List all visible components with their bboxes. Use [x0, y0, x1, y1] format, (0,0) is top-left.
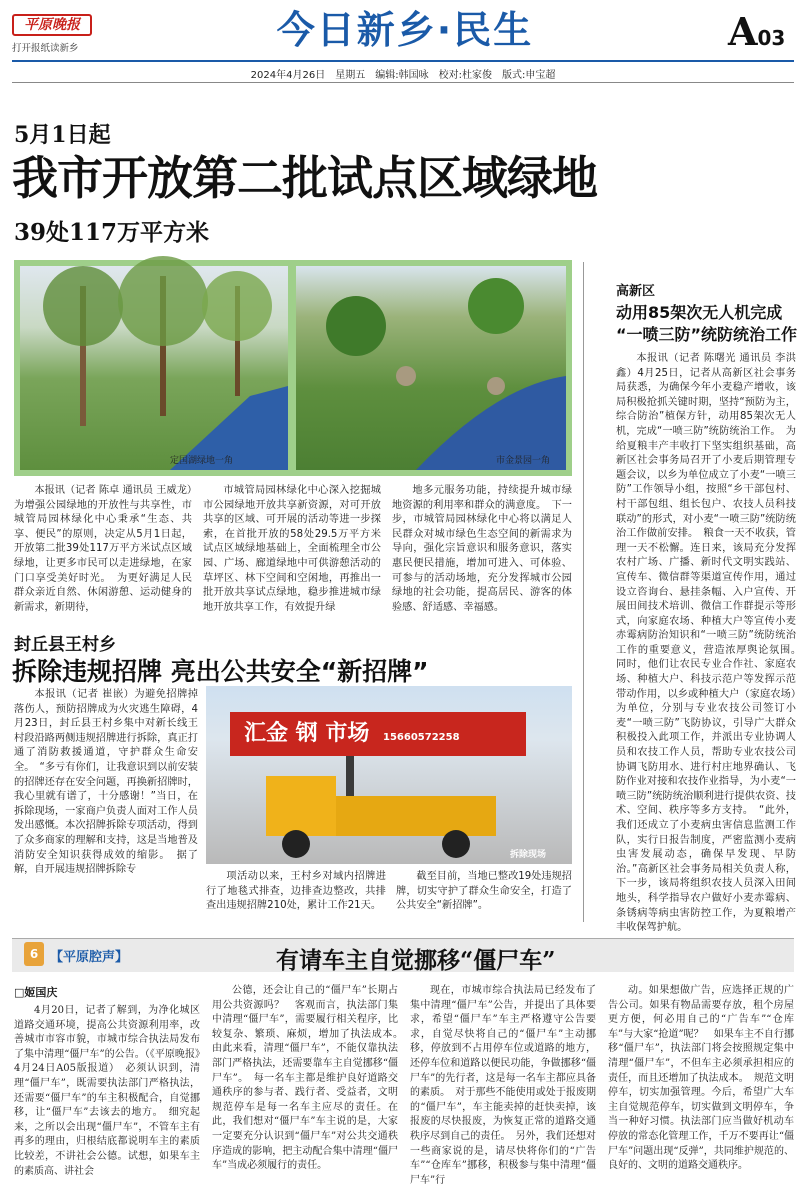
- photo1-caption: 定国湖绿地一角: [170, 456, 234, 466]
- article4-col3: 现在，市城市综合执法局已经发布了集中清理“僵尸车”公告，并提出了具体要求，希望“僵尸车”车主严格遵守公告要求，自觉尽快将自己的“僵尸车”主动挪移，停放到不占用停车位或道路的地方，还停车位和道路以便民功能，争做挪移“僵尸车”的先行者，这是每一名车主都应具备的素质。 对于那些不能使用或处于报废期的“僵尸车”，车主能卖掉的赶快卖掉，该报废的尽快报废，为恢复正常的道路交通秩序尽到自己的责任。 另外，我们还想对一些商家说的是，请尽快将你们的“广告车”“仓库车”挪移，积极参与集中清理“僵尸车”行: [410, 985, 596, 1186]
- page-letter: A: [728, 9, 758, 54]
- article4-col2: 公德，还会让自己的“僵尸车”长期占用公共资源吗？ 客观而言，执法部门集中清理“僵尸车”，需要履行相关程序，比较复杂、繁琐、麻烦，增加了执法成本。 由此来看，清理“僵尸车”，不能仅靠执法部门严格执法，还需要靠车主自觉挪移“僵尸车”。 每一名车主都是维护良好道路交通秩序的参与者、践行者、受益者，文明规范停车是每一名车主应尽的责任。在此，我们想对“僵尸车”车主说的是，大家一定要充分认识到“僵尸车”对公共交通秩序造成的影响，把主动配合集中清理“僵尸车”当成必须履行的责任。: [212, 985, 408, 1172]
- park-scene-2: [296, 266, 566, 470]
- article1-headline: 我市开放第二批试点区域绿地: [12, 151, 597, 205]
- article1-col2: 市城管局园林绿化中心深入挖掘城市公园绿地开放共享新资源，对可开放共享的区域、可开展的活动等进一步探索，在首批开放的58处29.5万平方米试点区域绿地基础上，全面梳理全市公园、广场、廊道绿地中可供游憩活动的草坪区、林下空间和空闲地，再推出一批开放共享试点绿地，稳步推进城市绿地开放共享工作，有效提升绿: [203, 485, 381, 613]
- article4-byline: □姬国庆: [14, 986, 58, 999]
- article2-region: 高新区: [616, 284, 656, 299]
- article3-col2: 项活动以来，王村乡对域内招牌进行了地毯式排查，边排查边整改，共排查出违规招牌210处，累计工作21天。: [206, 871, 386, 912]
- paper-slogan: 打开报纸读新乡: [12, 43, 79, 54]
- article2-headline-1: 动用85架次无人机完成: [616, 303, 783, 322]
- photo-sign-removal: [206, 686, 572, 864]
- article3-col1: 本报讯（记者 崔嵌）为避免招牌掉落伤人，预防招牌成为火灾逃生障碍，4月23日，封丘县王村乡集中对新长线王村段沿路两侧违规招牌进行拆除，真正打通了消防救援通道，守护群众生命安全。 “多亏有你们，让我意识到以前安装的招牌还存在安全问题，再换新招牌时，我心里就有谱了，十分感谢！”当日，在拆除现场，一家商户负责人面对工作人员发出感慨。本次招牌拆除专项活动，得到了众多商家的理解和支持，这是当地普及消防安全知识获得成效的缩影。 据了解，自开展违规招牌拆除专: [14, 689, 198, 876]
- photo2-caption: 市金景园一角: [496, 456, 551, 466]
- article1-subhead: 39处117万平方米: [14, 219, 210, 246]
- photo-shijinjingyuan: [296, 266, 566, 470]
- page-num: 03: [757, 26, 786, 50]
- article4-col1: 4月20日，记者了解到，为净化城区道路交通环境，提高公共资源利用率，改善城市市容市貌，市城市综合执法局发布了集中清理“僵尸车”的公告。（《平原晚报》4月24日A05版报道） 必须认识到，清理“僵尸车”，既需要执法部门严格执法，还需要“僵尸车”的车主积极配合，自觉挪移，让“僵尸车”去该去的地方。 细究起来，之所以会出现“僵尸车”，不管车主有再多的理由，归根结底都说明车主的素质比较差，不讲社会公德。试想，如果车主的素质高、讲社会: [14, 1005, 200, 1177]
- masthead-rule-bottom: [12, 82, 794, 83]
- article4-headline: 有请车主自觉挪移“僵尸车”: [276, 947, 556, 974]
- article3-kicker: 封丘县王村乡: [14, 635, 116, 655]
- paper-logo: 平原晚报: [12, 14, 92, 36]
- article2-headline-2: “一喷三防”统防统治工作: [616, 325, 798, 344]
- section-title: 今日新乡·民生: [276, 8, 534, 52]
- article3-headline: 拆除违规招牌 亮出公共安全“新招牌”: [12, 657, 429, 686]
- article1-col1: 本报讯（记者 陈卓 通讯员 王威龙）为增强公园绿地的开放性与共享性，市城管局园林绿化中心秉承“生态、共享、便民”的原则，决定从5月1日起，开放第二批39处117万平方米试点区域绿地，让更多市民可以走进绿地，在家门口享受美好时光。 为更好满足人民群众亲近自然、休闲游憩、运动健身的新需求，新期待，: [14, 485, 192, 613]
- photo3-caption: 拆除现场: [510, 850, 547, 860]
- article4-col4: 动。如果想做广告，应选择正规的广告公司。如果有物品需要存放，租个房屋更方便，何必用自己的“广告车”“仓库车”与大家“抢道”呢？ 如果车主不自行挪移“僵尸车”，执法部门将会按照规定集中清理“僵尸车”，不但车主必须承担相应的责任，而且还增加了执法成本。 规范文明停车，切实加强管理。今后，希望广大车主自觉规范停车，切实做到文明停车，争当一种好习惯。执法部门应当做好机动车停放的常态化管理工作，千万不要再让“僵尸车”问题出现“反弹”，共同维护规范的、良好的、文明的道路交通秩序。: [608, 985, 794, 1172]
- article3-col3: 截至目前，当地已整改19处违规招牌，切实守护了群众生命安全，打造了公共安全“新招牌”。: [396, 871, 572, 912]
- date-line: 2024年4月26日 星期五 编辑:韩国咏 校对:杜家俊 版式:申宝超: [250, 70, 556, 81]
- column-divider: [583, 262, 584, 922]
- photo-dingguohu-greenland: [20, 266, 288, 470]
- article2-body: 本报讯（记者 陈曙光 通讯员 李洪鑫）4月25日，记者从高新区社会事务局获悉，为确保今年小麦稳产增收，该局积极抢抓关键时期，坚持“预防为主，综合防治”植保方针，动用85架次无人机，完成“一喷三防”统防统治工作。 为给夏粮丰产丰收打下坚实组织基础，高新区社会事务局召开了小麦后期管理专题会议，以乡为单位成立了小麦“一喷三防”工作领导小组，按照“乡干部包村、村干部包组、组长包户、农技人员科技联动”的形式，对小麦“一喷三防”统防统治工作做前安排。 粮食一天不收获，管理一天不松懈。连日来，该局充分发挥农村广场、广播、新时代文明实践站、宣传车、微信群等渠道宣传作用，通过设立咨询台、悬挂条幅、入户宣传、开展田间技术培训、微信工作群提示等形式，向家庭农场、种植大户等宣传小麦赤霉病防治知识和“一喷三防”统防统治工作的重要意义，营造浓厚舆论氛围。 同时，他们让农民专业合作社、家庭农场、种植大户、科技示范户等发挥示范带动作用，以乡或种植大户（家庭农场）为单位，分别与专业农技公司签订小麦“一喷三防”飞防协议，引导广大群众积极投入此项工作，并派出专业协调人员和农技工作人员，帮助专业农技公司协调飞防用水、进行村庄地界确认、飞防作业对接和农技作业指导，为小麦“一喷三防”统防统治顺利进行提供农资、技术、空间、秩序等多方支持。 “此外，我们还成立了小麦病虫害信息监测工作队，实行日报告制度，严密监测小麦病虫害发展动态，确保早发现、早防治。”高新区社会事务局相关负责人称，下一步，该局将组织农技人员深入田间地头，科学指导农户做好小麦赤霉病、条锈病等病虫害防控工作，为夏粮增产丰收保驾护航。: [616, 353, 806, 934]
- shop-sign-text: 汇金 钢 市场: [244, 721, 370, 746]
- shop-sign-phone: 15660572258: [383, 732, 460, 743]
- masthead-rule: [12, 60, 794, 62]
- article1-kicker: 5月1日起: [14, 122, 111, 148]
- opinion-column-name: 【平原腔声】: [50, 950, 129, 965]
- article1-col3: 地多元服务功能，持续提升城市绿地资源的利用率和群众的满意度。 下一步，市城管局园林绿化中心将以满足人民群众对城市绿色生态空间的新需求为导向，强化宗旨意识和服务意识，落实惠民便民措施，增加可进入、可体验、可参与的活动场地，充分发挥城市公园绿地的社会功能，提高居民、游客的体验感、舒适感、幸福感。: [392, 485, 572, 613]
- opinion-icon: 6: [24, 942, 44, 966]
- page-number: [728, 9, 798, 54]
- masthead: [0, 0, 806, 82]
- truck-scene: [206, 686, 572, 864]
- park-scene-1: [20, 266, 288, 470]
